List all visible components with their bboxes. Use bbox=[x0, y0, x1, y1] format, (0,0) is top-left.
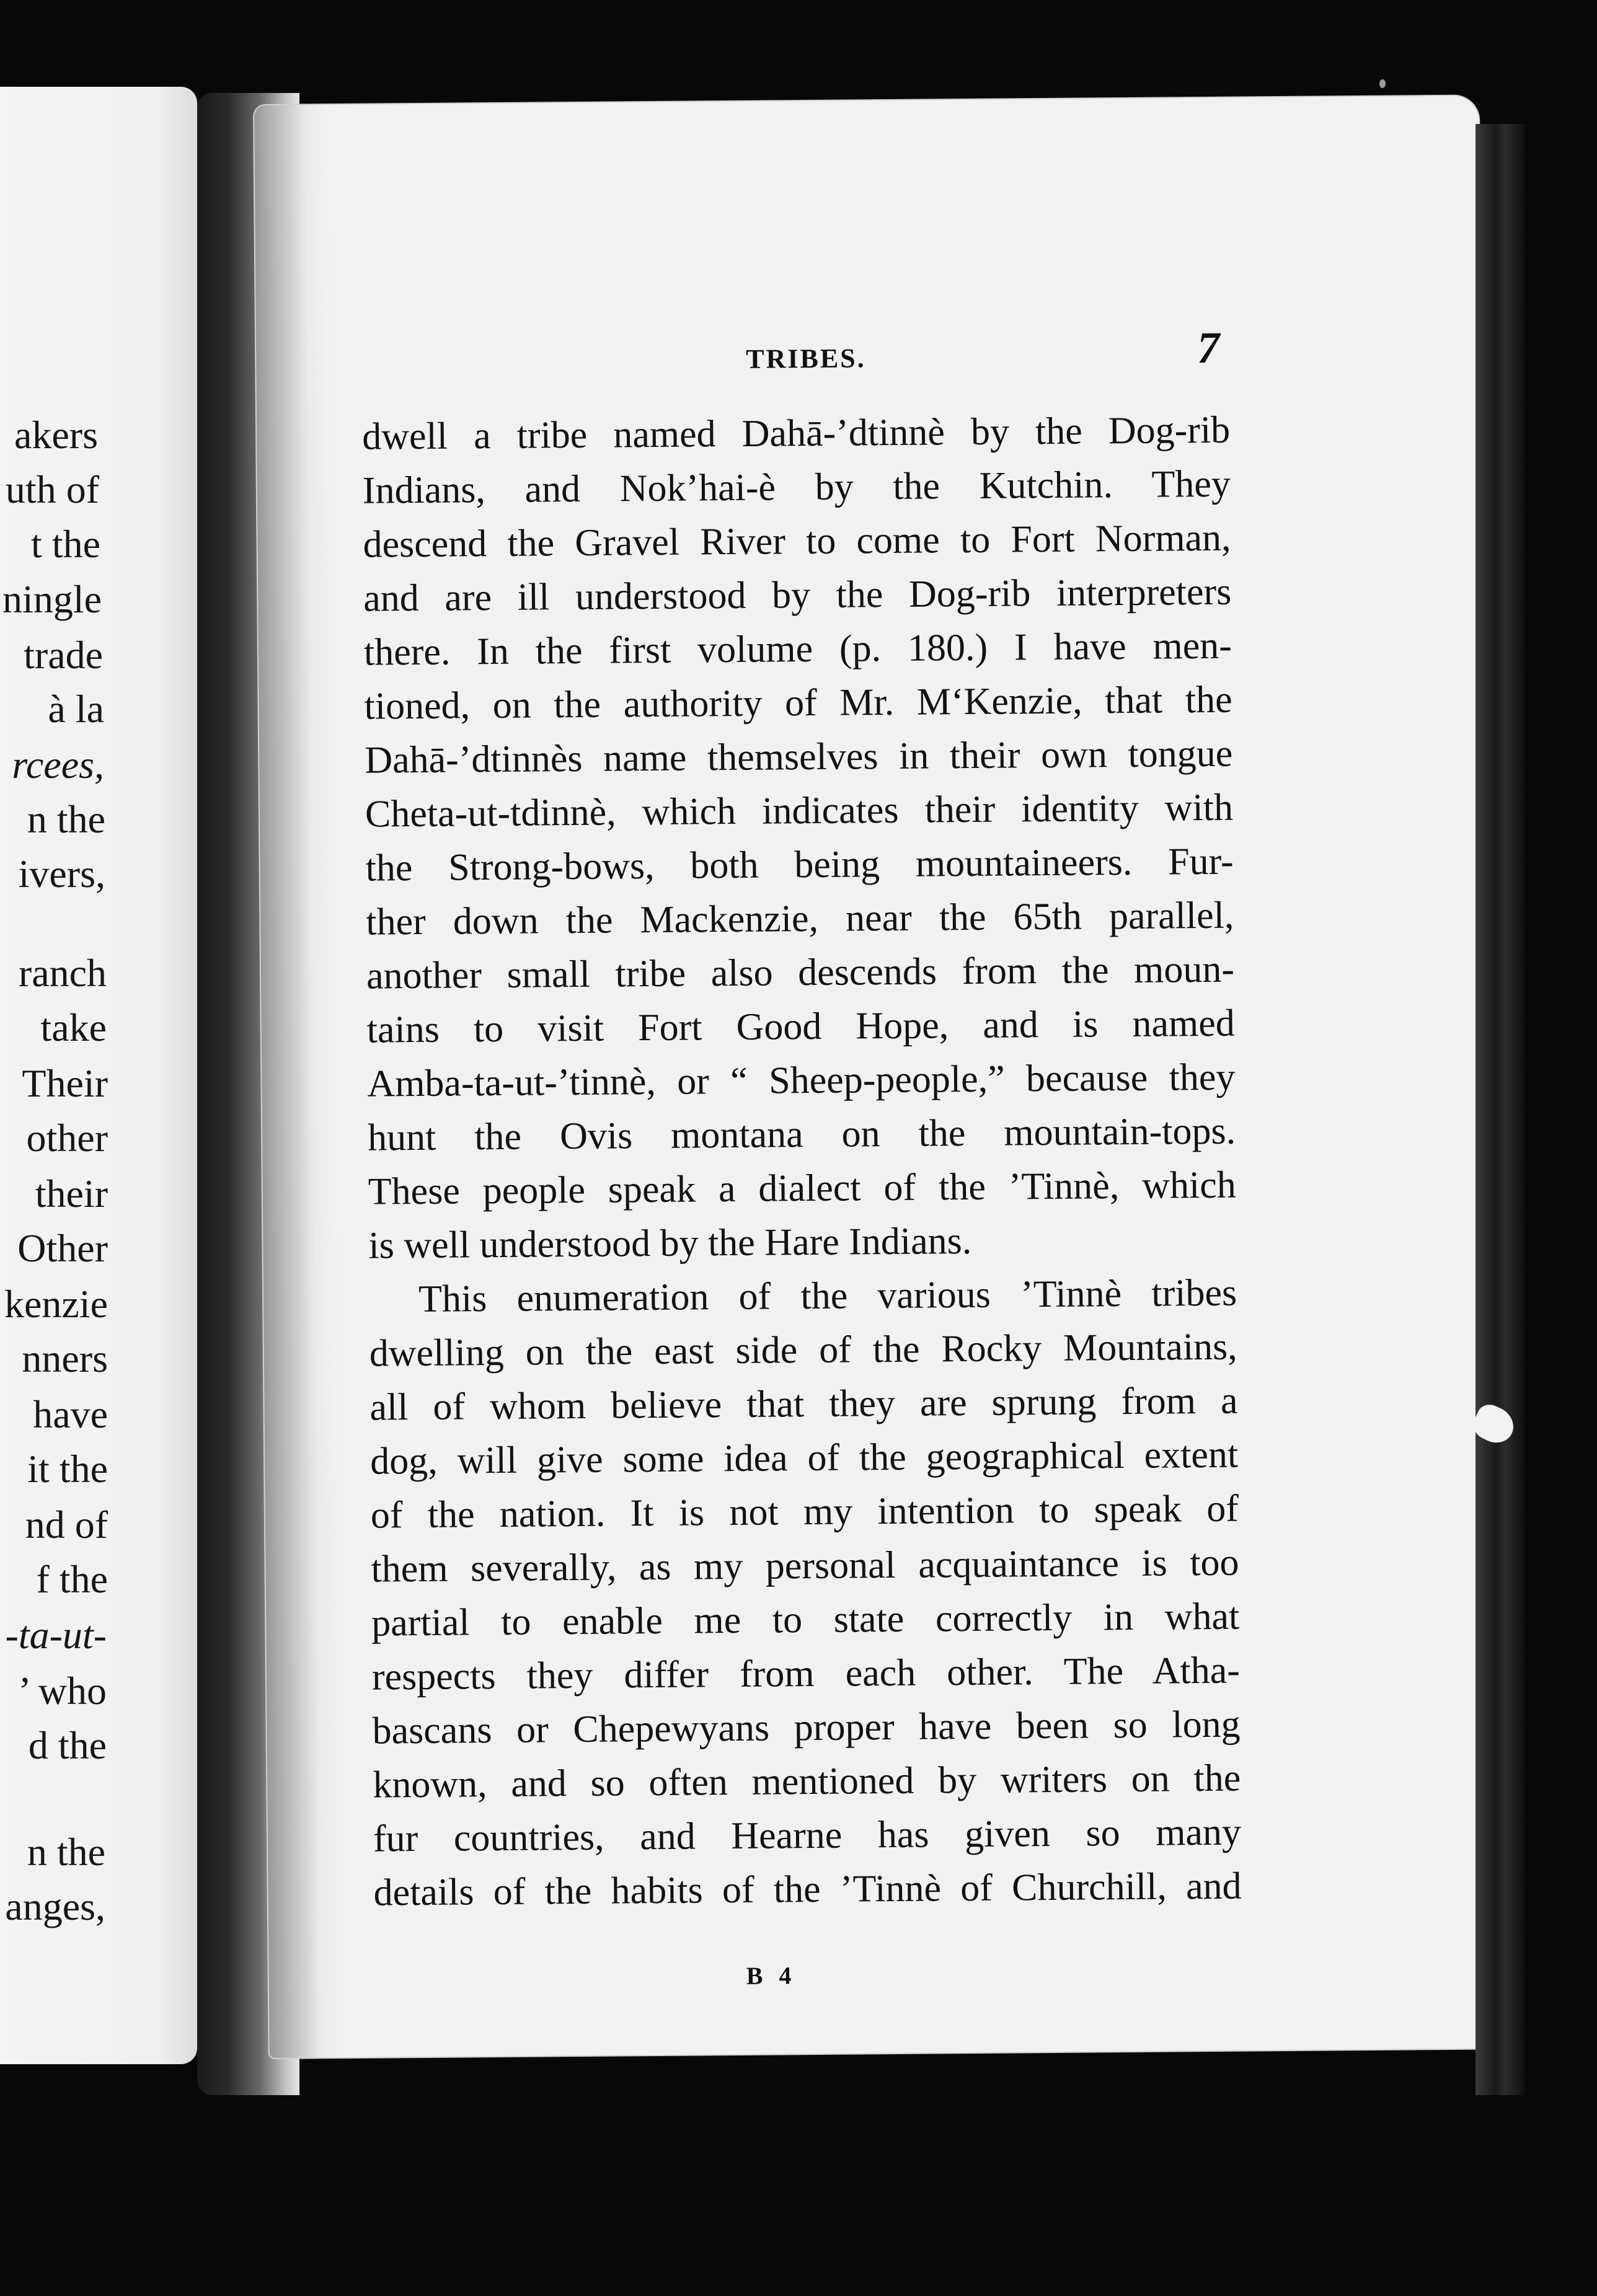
fragment-line: nd of bbox=[25, 1503, 108, 1547]
text-line: partial to enable me to state correctly in what bbox=[371, 1595, 1240, 1645]
text-line: This enumeration of the various ’Tinnè tribes bbox=[418, 1271, 1237, 1320]
text-line: dwell a tribe named Dahā-’dtinnè by the Dog-rib bbox=[361, 408, 1231, 458]
text-line: hunt the Ovis montana on the mountain-tops. bbox=[367, 1110, 1236, 1159]
fragment-line: ’ who bbox=[18, 1669, 107, 1713]
text-line: Dahā-’dtinnès name themselves in their own tongue bbox=[365, 732, 1233, 782]
fragment-line: ningle bbox=[2, 577, 102, 621]
page-stack-edge bbox=[1475, 124, 1525, 2095]
fragment-line: their bbox=[35, 1172, 108, 1216]
text-line: of the nation. It is not my intention to speak of bbox=[370, 1487, 1239, 1537]
page-number: 7 bbox=[1197, 322, 1220, 373]
fragment-line: nners bbox=[22, 1336, 108, 1380]
text-line: details of the habits of the ’Tinnè of Churchill, and bbox=[373, 1865, 1242, 1914]
text-line: known, and so often mentioned by writers on the bbox=[373, 1757, 1241, 1806]
fragment-line: t the bbox=[31, 522, 100, 566]
text-line: descend the Gravel River to come to Fort Norman, bbox=[363, 516, 1231, 566]
text-line: all of whom believe that they are sprung from a bbox=[369, 1379, 1238, 1429]
fragment-line: akers bbox=[14, 413, 98, 457]
fragment-line: ivers, bbox=[18, 852, 105, 896]
text-line: These people speak a dialect of the ’Tinnè, which bbox=[368, 1163, 1236, 1213]
text-line: dwelling on the east side of the Rocky Mountains, bbox=[369, 1325, 1238, 1375]
facing-page-left bbox=[0, 87, 197, 2064]
fragment-line: à la bbox=[48, 687, 104, 731]
text-line: Indians, and Nok’hai-è by the Kutchin. They bbox=[362, 462, 1231, 512]
fragment-line: n the bbox=[27, 797, 105, 841]
text-line: bascans or Chepewyans proper have been so long bbox=[372, 1703, 1241, 1752]
text-line: is well understood by the Hare Indians. bbox=[368, 1219, 972, 1267]
page-body-text bbox=[360, 98, 1242, 1914]
fragment-line: it the bbox=[27, 1447, 108, 1491]
text-line: fur countries, and Hearne has given so many bbox=[373, 1811, 1242, 1860]
fragment-line: rcees, bbox=[12, 743, 104, 787]
main-page bbox=[254, 95, 1494, 2057]
fragment-line: d the bbox=[28, 1723, 107, 1767]
printer-signature-mark: B 4 bbox=[746, 1961, 797, 1990]
fragment-line: Other bbox=[17, 1226, 108, 1270]
fragment-line: n the bbox=[27, 1830, 105, 1874]
fragment-line: take bbox=[40, 1005, 107, 1049]
text-line: dog, will give some idea of the geographical extent bbox=[369, 1433, 1239, 1483]
fragment-line: have bbox=[33, 1392, 108, 1436]
text-line: another small tribe also descends from the moun- bbox=[366, 948, 1235, 997]
fragment-line: trade bbox=[24, 633, 103, 677]
fragment-line: Their bbox=[22, 1061, 108, 1105]
text-line: Cheta-ut-tdinnè, which indicates their identity with bbox=[365, 786, 1234, 836]
text-line: and are ill understood by the Dog-rib interpreters bbox=[363, 570, 1232, 620]
fragment-line: f the bbox=[36, 1557, 108, 1601]
text-line: them severally, as my personal acquaintance is too bbox=[371, 1541, 1239, 1591]
text-line: Amba-ta-ut-’tinnè, or “ Sheep-people,” because they bbox=[367, 1056, 1236, 1105]
fragment-line: ranch bbox=[18, 951, 107, 995]
text-line: tains to visit Fort Good Hope, and is named bbox=[366, 1002, 1235, 1051]
fragment-line: other bbox=[26, 1116, 108, 1160]
running-head: TRIBES. bbox=[746, 343, 866, 374]
text-line: there. In the first volume (p. 180.) I have men- bbox=[363, 624, 1232, 674]
speck-mark bbox=[1379, 79, 1386, 88]
text-line: respects they differ from each other. The Atha- bbox=[371, 1649, 1241, 1698]
text-line: tioned, on the authority of Mr. M‘Kenzie, that the bbox=[364, 678, 1232, 728]
text-line: the Strong-bows, both being mountaineers. Fur- bbox=[365, 840, 1234, 890]
fragment-line: -ta-ut- bbox=[5, 1613, 107, 1657]
fragment-line: kenzie bbox=[4, 1282, 108, 1326]
text-line: ther down the Mackenzie, near the 65th parallel, bbox=[366, 894, 1234, 943]
fragment-line: anges, bbox=[5, 1884, 105, 1928]
fragment-line: uth of bbox=[5, 467, 99, 511]
